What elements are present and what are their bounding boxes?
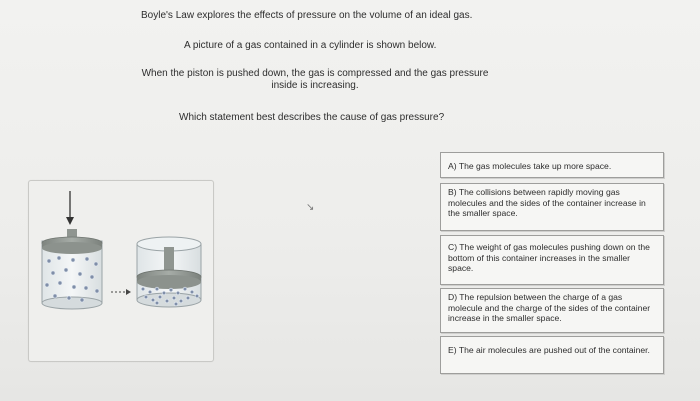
answer-option-e[interactable]: E) The air molecules are pushed out of the container. [440,336,664,374]
cylinder-after [137,237,201,307]
question-intro: Boyle's Law explores the effects of pressure on the volume of an ideal gas. [141,10,473,21]
transition-arrow-icon [111,289,131,295]
answer-option-b[interactable]: B) The collisions between rapidly moving gas molecules and the sides of the container increase in the smaller space. [440,183,664,231]
cylinder-figure [28,180,214,362]
cylinder-illustration [29,181,213,361]
picture-caption: A picture of a gas contained in a cylinder is shown below. [184,40,437,51]
cylinder-before [42,229,102,309]
piston-description: When the piston is pushed down, the gas is compressed and the gas pressure inside is increasing. [141,68,489,91]
mouse-cursor-icon: ↘ [306,202,315,213]
down-arrow-icon [66,191,74,225]
answer-option-a[interactable]: A) The gas molecules take up more space. [440,152,664,178]
question-prompt: Which statement best describes the cause of gas pressure? [179,112,445,123]
answer-option-c[interactable]: C) The weight of gas molecules pushing down on the bottom of this container increases in the smaller space. [440,235,664,285]
answer-option-d[interactable]: D) The repulsion between the charge of a gas molecule and the charge of the sides of the container increase in the smaller space. [440,288,664,333]
